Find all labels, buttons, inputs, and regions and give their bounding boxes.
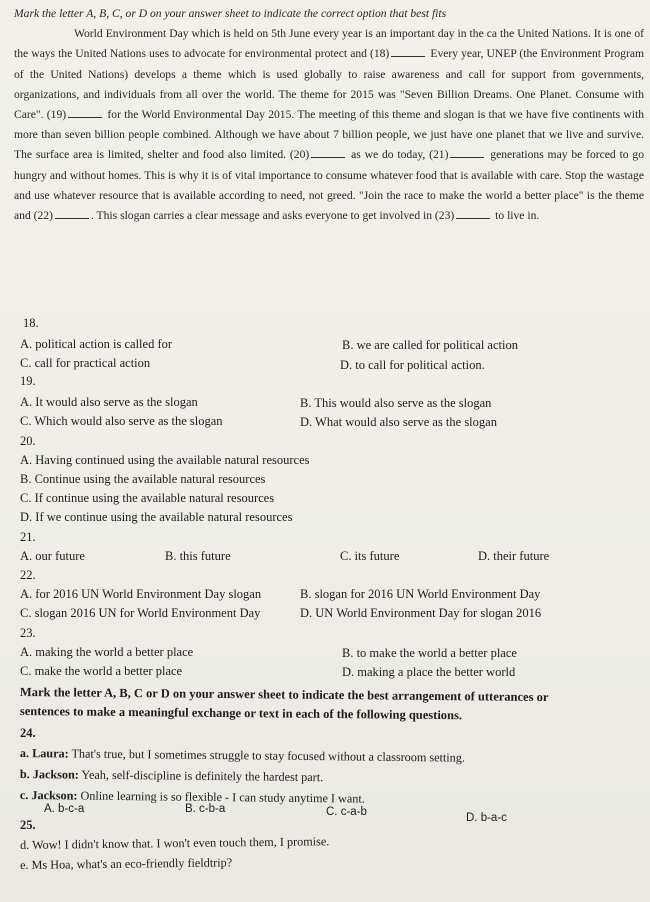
blank-19 [68,107,102,118]
option-19-a[interactable]: A. It would also serve as the slogan [20,395,198,409]
passage-text: better place" is the theme and (22) [14,188,644,223]
passage-text: as we do today, (21) [351,148,449,162]
option-21-b[interactable]: B. this future [165,549,231,563]
option-20-a[interactable]: A. Having continued using the available natural resources [20,453,310,467]
option-20-b[interactable]: B. Continue using the available natural resources [20,472,266,486]
option-21-a[interactable]: A. our future [20,549,85,563]
option-23-b[interactable]: B. to make the world a better place [342,646,517,660]
section-instruction: Mark the letter A, B, C or D on your answer sheet to indicate the best arrangement of utterances or [19,685,549,705]
blank-21 [450,147,484,158]
passage-text: for the World Environmental Day 2015. The meeting of this theme and slogan is [107,108,486,122]
option-21-c[interactable]: C. its future [340,549,400,563]
option-22-b[interactable]: B. slogan for 2016 UN World Environment Day [300,587,541,601]
passage-text: to live in. [495,209,540,223]
dialogue-line: b. Jackson: Yeah, self-discipline is definitely the hardest part. [19,767,324,785]
passage-text: limited. (20) [250,148,310,162]
question-number: 24. [20,726,36,740]
option-24-b[interactable]: B. c-b-a [185,803,226,815]
option-20-c[interactable]: C. If continue using the available natural resources [20,491,275,505]
option-18-c[interactable]: C. call for practical action [20,356,151,370]
option-21-d[interactable]: D. their future [478,549,550,563]
question-number: 20. [20,434,36,448]
option-23-c[interactable]: C. make the world a better place [20,664,183,678]
option-19-c[interactable]: C. Which would also serve as the slogan [20,414,223,428]
passage-text: generations may be forced to go hungry and without homes. [14,148,645,182]
passage-text: World Environment Day which is held on 5th June every year is an important day in the ca [74,27,498,41]
question-number: 18. [23,316,39,330]
passage-text: which is used globally to raise awareness and call for support from governments, organizations, and [14,67,644,101]
cloze-passage [14,4,644,226]
option-19-d[interactable]: D. What would also serve as the slogan [300,415,497,429]
question-number: 25. [20,818,36,832]
passage-text: and (18) [350,47,390,61]
passage-text: . This slogan carries a clear message and asks everyone to get [90,209,377,223]
option-24-d[interactable]: D. b-a-c [466,812,507,824]
question-number: 21. [20,530,36,544]
dialogue-line: e. Ms Hoa, what's an eco-friendly fieldtrip? [20,855,233,872]
option-24-c[interactable]: C. c-a-b [326,806,367,818]
dialogue-line: a. Laura: That's true, but I sometimes struggle to stay focused without a classroom setting. [19,746,466,765]
passage-text: with Care". (19) [14,87,645,122]
passage-instruction: Mark the letter A, B, C, or D on your answer sheet to indicate the correct option that best fits [14,7,447,20]
passage-text: people, we just have one planet that we live and survive. The surface area is limited, shelter and food also [14,128,644,162]
option-19-b[interactable]: B. This would also serve as the slogan [300,396,492,410]
passage-text: individuals from all over the world. The theme for 2015 was "Seven Billion Dreams. One Planet. Consume [104,87,620,101]
option-23-d[interactable]: D. making a place the better world [342,665,516,679]
passage-text: the United Nations. It is one of the ways the United Nations uses to advocate for environmental protect [14,27,644,61]
option-18-b[interactable]: B. we are called for political action [342,338,518,352]
passage-text: This is why it is of vital importance to consume whatever food that is available with care. Stop the wastage [144,168,644,182]
option-23-a[interactable]: A. making the world a better place [20,645,194,659]
option-18-a[interactable]: A. political action is called for [20,337,173,351]
question-number: 23. [20,626,36,640]
dialogue-line: c. Jackson: Online learning is so flexible - I can study anytime I want. [19,788,365,806]
passage-text: that we have five continents with more than seven billion people combined. Although we have about 7 billion [14,108,645,142]
question-number: 19. [20,374,36,388]
question-number: 22. [20,568,36,582]
blank-22 [55,208,89,219]
option-22-d[interactable]: D. UN World Environment Day for slogan 2016 [300,606,542,620]
option-22-a[interactable]: A. for 2016 UN World Environment Day slogan [20,587,262,601]
blank-20 [311,147,345,158]
passage-text: involved in (23) [379,209,455,223]
option-24-a[interactable]: A. b-c-a [44,803,85,815]
section-instruction: sentences to make a meaningful exchange or text in each of the following questions. [19,704,463,723]
option-20-d[interactable]: D. If we continue using the available natural resources [20,510,293,524]
option-22-c[interactable]: C. slogan 2016 UN for World Environment Day [20,606,261,620]
option-18-d[interactable]: D. to call for political action. [340,358,485,372]
blank-23 [456,208,490,219]
blank-18 [391,46,425,57]
passage-text: and use whatever resource that is available according to need, not greed. "Join the race to make the world a [14,188,522,202]
dialogue-line: d. Wow! I didn't know that. I won't even touch them, I promise. [20,834,330,852]
passage-text: Every year, UNEP (the Environment Program of the United Nations) develops a theme [14,47,644,81]
